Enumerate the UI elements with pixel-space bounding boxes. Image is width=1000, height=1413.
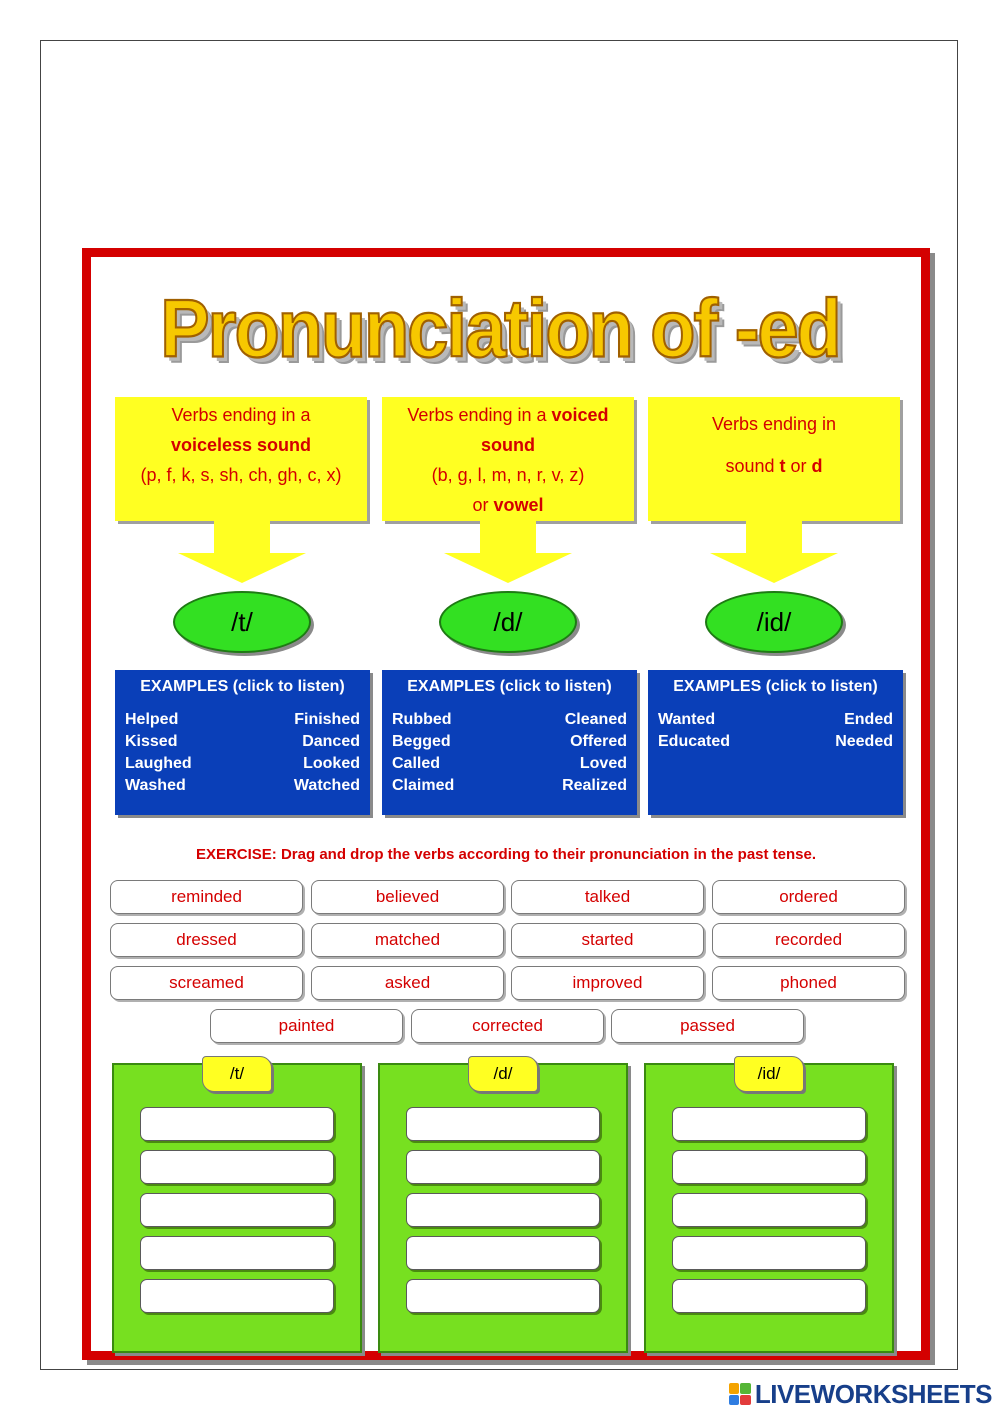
- example-word[interactable]: Kissed: [125, 733, 178, 750]
- sound-oval-3: /id/: [705, 591, 843, 653]
- example-word[interactable]: Looked: [303, 755, 360, 772]
- drop-column-2: [378, 1063, 628, 1353]
- verb-chip[interactable]: talked: [511, 880, 704, 914]
- example-word[interactable]: Begged: [392, 733, 451, 750]
- example-word[interactable]: Watched: [293, 777, 360, 794]
- brand-name: LIVEWORKSHEETS: [754, 1378, 992, 1409]
- logo-tile: [740, 1383, 751, 1394]
- verb-chip[interactable]: dressed: [110, 923, 303, 957]
- logo-tile: [740, 1395, 751, 1406]
- rule-box-1: [115, 397, 367, 521]
- example-word[interactable]: Finished: [294, 711, 360, 728]
- example-word[interactable]: Wanted: [658, 711, 716, 728]
- liveworksheets-logo-icon: [729, 1383, 751, 1405]
- rule-text: or: [472, 495, 494, 515]
- example-word[interactable]: Loved: [579, 755, 627, 772]
- verb-chip[interactable]: started: [511, 923, 704, 957]
- sound-oval-2: /d/: [439, 591, 577, 653]
- drop-slot[interactable]: [406, 1193, 600, 1227]
- rule-line: [115, 460, 367, 490]
- rule-keyword: vowel: [493, 495, 544, 515]
- examples-box-1: [115, 670, 370, 815]
- arrow-shaft: [480, 519, 536, 553]
- verb-chip[interactable]: passed: [611, 1009, 804, 1043]
- drop-slot[interactable]: [672, 1279, 866, 1313]
- drop-slot[interactable]: [672, 1193, 866, 1227]
- drop-slot[interactable]: [140, 1236, 334, 1270]
- rule-box-2: [382, 397, 634, 521]
- examples-box-3: [648, 670, 903, 815]
- example-word[interactable]: Cleaned: [564, 711, 627, 728]
- arrow-head: [178, 553, 306, 583]
- rule-text: (p, f, k, s, sh, ch, gh, c, x): [140, 465, 342, 485]
- rule-line: [382, 430, 634, 460]
- drop-slot[interactable]: [672, 1150, 866, 1184]
- rule-line: [382, 460, 634, 490]
- rule-text: Verbs ending in a: [171, 405, 311, 425]
- rule-line: [115, 400, 367, 430]
- examples-list: [392, 710, 627, 796]
- arrow-head: [444, 553, 572, 583]
- examples-title[interactable]: EXAMPLES (click to listen): [407, 678, 612, 695]
- rule-line: [382, 490, 634, 520]
- exercise-instruction: EXERCISE: Drag and drop the verbs according to their pronunciation in the past tense.: [195, 846, 817, 863]
- drop-slot[interactable]: [140, 1279, 334, 1313]
- rule-line: [115, 430, 367, 460]
- logo-tile: [729, 1395, 740, 1406]
- example-word[interactable]: Rubbed: [392, 711, 452, 728]
- drop-column-1: [112, 1063, 362, 1353]
- rule-text: or: [785, 456, 812, 476]
- rule-box-3: [648, 397, 900, 521]
- example-word[interactable]: Realized: [562, 777, 627, 794]
- examples-title[interactable]: EXAMPLES (click to listen): [673, 678, 878, 695]
- arrow-shaft: [746, 519, 802, 553]
- rule-text: sound: [725, 456, 780, 476]
- rule-keyword: t: [779, 456, 786, 476]
- drop-slot[interactable]: [672, 1236, 866, 1270]
- example-word[interactable]: Offered: [570, 733, 627, 750]
- verb-chip[interactable]: corrected: [411, 1009, 604, 1043]
- verb-chip[interactable]: matched: [311, 923, 504, 957]
- verb-chip[interactable]: phoned: [712, 966, 905, 1000]
- example-word[interactable]: Helped: [125, 711, 179, 728]
- example-word[interactable]: Danced: [302, 733, 360, 750]
- brand-footer[interactable]: [729, 1380, 992, 1408]
- drop-slot[interactable]: [406, 1279, 600, 1313]
- example-word[interactable]: Educated: [658, 733, 731, 750]
- drop-slot[interactable]: [406, 1107, 600, 1141]
- examples-box-2: [382, 670, 637, 815]
- drop-slot[interactable]: [406, 1150, 600, 1184]
- example-word[interactable]: Ended: [844, 711, 893, 728]
- rule-keyword: d: [811, 456, 823, 476]
- verb-chip[interactable]: recorded: [712, 923, 905, 957]
- rule-text: (b, g, l, m, n, r, v, z): [431, 465, 585, 485]
- drop-slot[interactable]: [140, 1107, 334, 1141]
- verb-chip[interactable]: reminded: [110, 880, 303, 914]
- arrow-shaft: [214, 519, 270, 553]
- rule-line: [648, 445, 900, 487]
- rule-line: [382, 400, 634, 430]
- page-title: Pronunciation of -ed: [160, 282, 840, 375]
- drop-column-label: /t/: [202, 1056, 272, 1092]
- verb-chip[interactable]: screamed: [110, 966, 303, 1000]
- verb-chip[interactable]: asked: [311, 966, 504, 1000]
- example-word[interactable]: Needed: [835, 733, 893, 750]
- verb-chip[interactable]: painted: [210, 1009, 403, 1043]
- rule-keyword: voiceless sound: [170, 435, 312, 455]
- example-word[interactable]: Washed: [125, 777, 186, 794]
- rule-line: [648, 403, 900, 445]
- example-word[interactable]: Claimed: [392, 777, 455, 794]
- example-word[interactable]: Called: [392, 755, 441, 772]
- verb-chip[interactable]: ordered: [712, 880, 905, 914]
- rule-keyword: voiced: [551, 405, 609, 425]
- drop-column-label: /id/: [734, 1056, 804, 1092]
- drop-slot[interactable]: [140, 1193, 334, 1227]
- rule-keyword: sound: [481, 435, 535, 455]
- verb-chip[interactable]: believed: [311, 880, 504, 914]
- drop-slot[interactable]: [406, 1236, 600, 1270]
- verb-chip[interactable]: improved: [511, 966, 704, 1000]
- examples-list: [125, 710, 360, 796]
- example-word[interactable]: Laughed: [125, 755, 192, 772]
- rule-text: Verbs ending in: [711, 414, 837, 434]
- drop-column-label: /d/: [468, 1056, 538, 1092]
- drop-column-3: [644, 1063, 894, 1353]
- drop-slot[interactable]: [672, 1107, 866, 1141]
- drop-slot[interactable]: [140, 1150, 334, 1184]
- logo-tile: [729, 1383, 740, 1394]
- sound-oval-1: /t/: [173, 591, 311, 653]
- examples-list: [658, 710, 893, 752]
- rule-text: Verbs ending in a: [407, 405, 552, 425]
- examples-title[interactable]: EXAMPLES (click to listen): [140, 678, 345, 695]
- arrow-head: [710, 553, 838, 583]
